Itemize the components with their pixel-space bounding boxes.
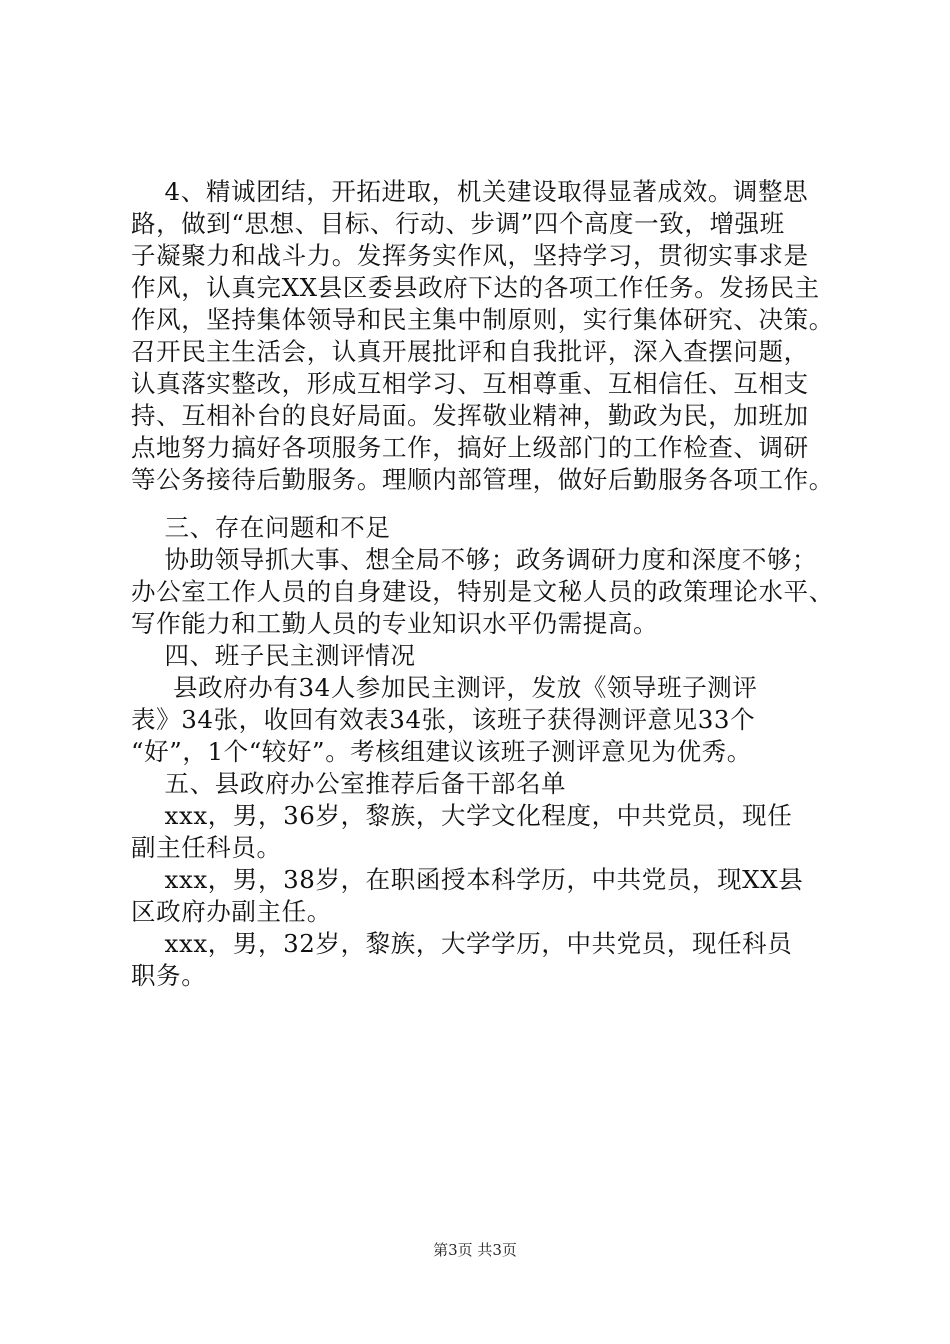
text-line: “好”，1个“较好”。考核组建议该班子测评意见为优秀。 (131, 737, 752, 766)
text-line: 作风，坚持集体领导和民主集中制原则，实行集体研究、决策。 (131, 305, 834, 334)
text-line: xxx，男，32岁，黎族，大学学历，中共党员，现任科员 (131, 929, 793, 958)
text-line: 写作能力和工勤人员的专业知识水平仍需提高。 (131, 609, 659, 638)
text-line: 县政府办有34人参加民主测评，发放《领导班子测评 (131, 673, 758, 702)
text-line: 点地努力搞好各项服务工作，搞好上级部门的工作检查、调研 (131, 433, 809, 462)
text-line: 办公室工作人员的自身建设，特别是文秘人员的政策理论水平、 (131, 577, 834, 606)
text-line: 区政府办副主任。 (131, 897, 332, 926)
text-line: 认真落实整改，形成互相学习、互相尊重、互相信任、互相支 (131, 369, 809, 398)
section-4-heading: 四、班子民主测评情况 (131, 641, 416, 670)
text-line: 职务。 (131, 961, 207, 990)
text-line: 子凝聚力和战斗力。发挥务实作风，坚持学习，贯彻实事求是 (131, 241, 809, 270)
section-5-heading: 五、县政府办公室推荐后备干部名单 (131, 769, 567, 798)
page-footer: 第3页 共3页 (433, 1241, 517, 1259)
text-line: 持、互相补台的良好局面。发挥敬业精神，勤政为民，加班加 (131, 401, 809, 430)
text-line: 表》34张，收回有效表34张，该班子获得测评意见33个 (131, 705, 756, 734)
text-line: xxx，男，38岁，在职函授本科学历，中共党员，现XX县 (131, 865, 804, 894)
text-line: xxx，男，36岁，黎族，大学文化程度，中共党员，现任 (131, 801, 793, 830)
text-line: 等公务接待后勤服务。理顺内部管理，做好后勤服务各项工作。 (131, 465, 834, 494)
text-line: 4、精诚团结，开拓进取，机关建设取得显著成效。调整思 (131, 177, 809, 206)
text-line: 协助领导抓大事、想全局不够；政务调研力度和深度不够； (131, 545, 818, 574)
text-line: 召开民主生活会，认真开展批评和自我批评，深入查摆问题， (131, 337, 809, 366)
section-3-heading: 三、存在问题和不足 (131, 513, 391, 542)
text-line: 作风，认真完XX县区委县政府下达的各项工作任务。发扬民主 (131, 273, 820, 302)
text-line: 副主任科员。 (131, 833, 282, 862)
text-line: 路，做到“思想、目标、行动、步调”四个高度一致，增强班 (131, 209, 785, 238)
